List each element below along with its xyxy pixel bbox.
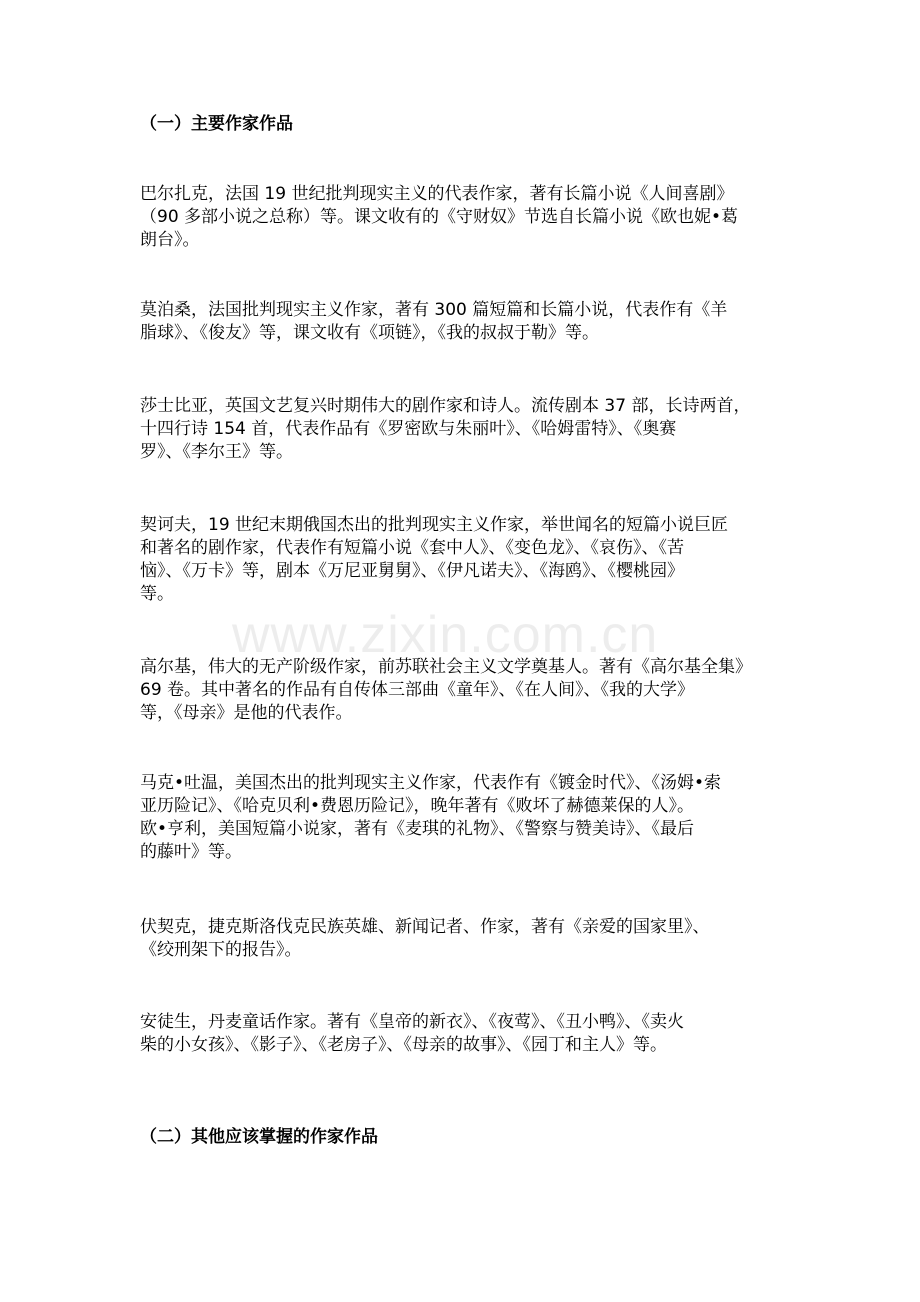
paragraph-line: （90 多部小说之总称）等。课文收有的《守财奴》节选自长篇小说《欧也妮•葛 bbox=[140, 207, 739, 227]
paragraph-twain-ohenry bbox=[140, 772, 785, 864]
paragraph-line: 等，《母亲》是他的代表作。 bbox=[140, 703, 353, 723]
paragraph-line: 安徒生，丹麦童话作家。著有《皇帝的新衣》、《夜莺》、《丑小鸭》、《卖火 bbox=[140, 1012, 684, 1032]
paragraph-shakespeare bbox=[140, 395, 785, 464]
paragraph-line: 伏契克，捷克斯洛伐克民族英雄、新闻记者、作家，著有《亲爱的国家里》、 bbox=[140, 917, 710, 937]
watermark: www.zixin.com.cn bbox=[232, 606, 659, 664]
section-two-heading: （二）其他应该掌握的作家作品 bbox=[140, 1127, 378, 1147]
paragraph-line: 朗台》。 bbox=[140, 230, 200, 250]
paragraph-line: 恼》、《万卡》等，剧本《万尼亚舅舅》、《伊凡诺夫》、《海鸥》、《樱桃园》 bbox=[140, 561, 684, 581]
paragraph-line: 罗》、《李尔王》等。 bbox=[140, 442, 293, 462]
paragraph-gorky bbox=[140, 656, 785, 725]
paragraph-chekhov bbox=[140, 514, 785, 606]
paragraph-maupassant bbox=[140, 299, 785, 345]
paragraph-line: 脂球》、《俊友》等，课文收有《项链》，《我的叔叔于勒》等。 bbox=[140, 323, 599, 343]
paragraph-line: 《绞刑架下的报告》。 bbox=[140, 940, 302, 960]
paragraph-line: 十四行诗 154 首，代表作品有《罗密欧与朱丽叶》、《哈姆雷特》、《奥赛 bbox=[140, 419, 677, 439]
paragraph-line: 柴的小女孩》、《影子》、《老房子》、《母亲的故事》、《园丁和主人》等。 bbox=[140, 1035, 667, 1055]
paragraph-line: 69 卷。其中著名的作品有自传体三部曲《童年》、《在人间》、《我的大学》 bbox=[140, 680, 695, 700]
section-one-heading: （一）主要作家作品 bbox=[140, 114, 293, 134]
paragraph-andersen bbox=[140, 1011, 785, 1057]
paragraph-line: 马克•吐温，美国杰出的批判现实主义作家，代表作有《镀金时代》、《汤姆•索 bbox=[140, 773, 722, 793]
paragraph-line: 亚历险记》、《哈克贝利•费恩历险记》，晚年著有《败坏了赫德莱保的人》。 bbox=[140, 796, 695, 816]
paragraph-line: 欧•亨利，美国短篇小说家，著有《麦琪的礼物》、《警察与赞美诗》、《最后 bbox=[140, 819, 695, 839]
paragraph-line: 和著名的剧作家，代表作有短篇小说《套中人》、《变色龙》、《哀伤》、《苦 bbox=[140, 538, 684, 558]
paragraph-line: 莎士比亚，英国文艺复兴时期伟大的剧作家和诗人。流传剧本 37 部，长诗两首， bbox=[140, 396, 751, 416]
paragraph-fucik bbox=[140, 916, 785, 962]
paragraph-line: 的藤叶》等。 bbox=[140, 842, 242, 862]
paragraph-line: 莫泊桑，法国批判现实主义作家，著有 300 篇短篇和长篇小说，代表作有《羊 bbox=[140, 300, 728, 320]
paragraph-line: 等。 bbox=[140, 584, 174, 604]
paragraph-line: 高尔基，伟大的无产阶级作家，前苏联社会主义文学奠基人。著有《高尔基全集》 bbox=[140, 657, 752, 677]
paragraph-line: 契诃夫，19 世纪末期俄国杰出的批判现实主义作家，举世闻名的短篇小说巨匠 bbox=[140, 515, 729, 535]
paragraph-balzac bbox=[140, 183, 785, 252]
paragraph-line: 巴尔扎克，法国 19 世纪批判现实主义的代表作家，著有长篇小说《人间喜剧》 bbox=[140, 184, 734, 204]
